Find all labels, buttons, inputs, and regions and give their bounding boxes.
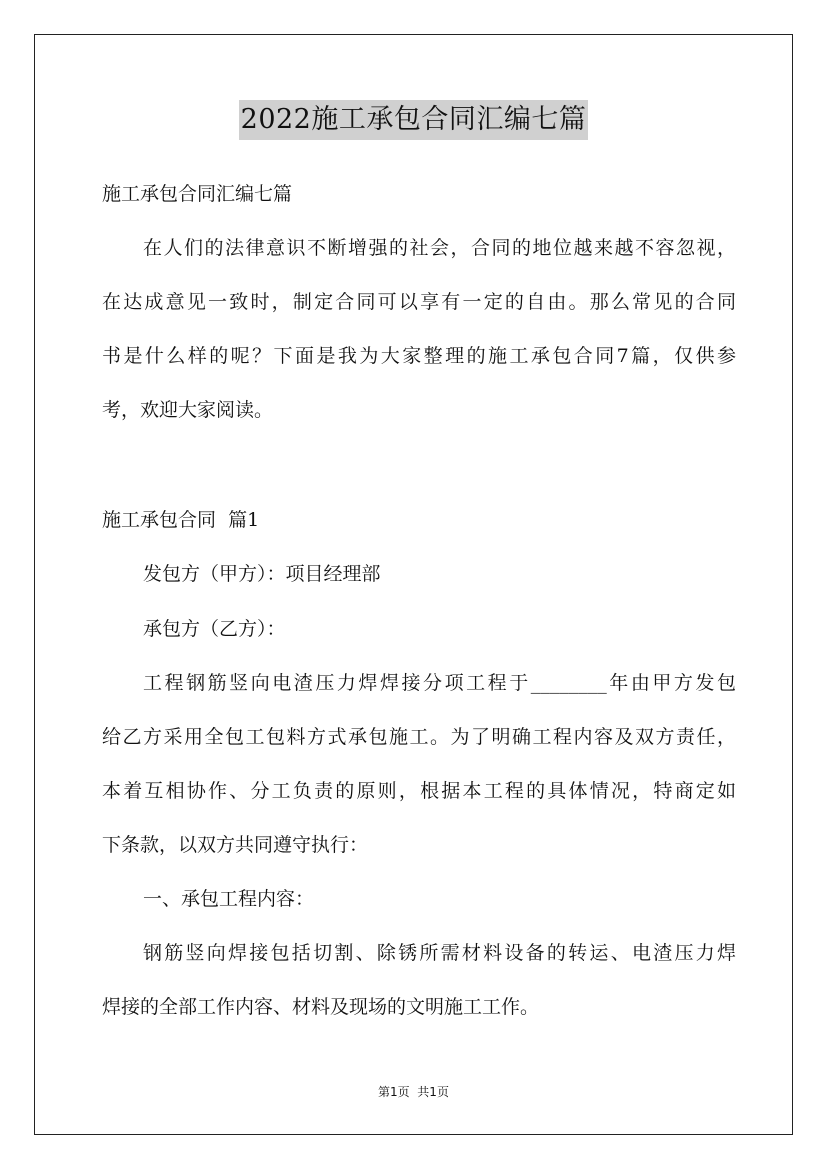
section-heading: 施工承包合同 篇1: [102, 509, 260, 531]
clause-line: 钢筋竖向焊接包括切割、除锈所需材料设备的转运、电渣压力焊: [143, 942, 736, 964]
document-title: 2022施工承包合同汇编七篇: [239, 100, 589, 140]
page-number: 第1页 共1页: [378, 1085, 449, 1099]
party-a-line: 发包方（甲方）：项目经理部: [143, 563, 381, 585]
intro-line: 在达成意见一致时，制定合同可以享有一定的自由。那么常见的合同: [102, 291, 736, 313]
body-line: 下条款，以双方共同遵守执行：: [102, 834, 369, 856]
intro-line: 书是什么样的呢？下面是我为大家整理的施工承包合同7篇，仅供参: [102, 345, 736, 367]
body-line: 给乙方采用全包工包料方式承包施工。为了明确工程内容及双方责任，: [102, 726, 736, 748]
title-container: [0, 100, 827, 140]
intro-line: 在人们的法律意识不断增强的社会，合同的地位越来越不容忽视，: [143, 237, 736, 259]
document-subtitle: 施工承包合同汇编七篇: [102, 183, 293, 205]
clause-heading: 一、承包工程内容：: [143, 888, 315, 910]
page-footer: [0, 1084, 827, 1100]
intro-line: 考，欢迎大家阅读。: [102, 399, 274, 421]
clause-line: 焊接的全部工作内容、材料及现场的文明施工工作。: [102, 996, 540, 1018]
body-line: 工程钢筋竖向电渣压力焊焊接分项工程于________年由甲方发包: [143, 672, 736, 694]
party-b-line: 承包方（乙方）：: [143, 618, 286, 640]
body-line: 本着互相协作、分工负责的原则，根据本工程的具体情况，特商定如: [102, 780, 736, 802]
